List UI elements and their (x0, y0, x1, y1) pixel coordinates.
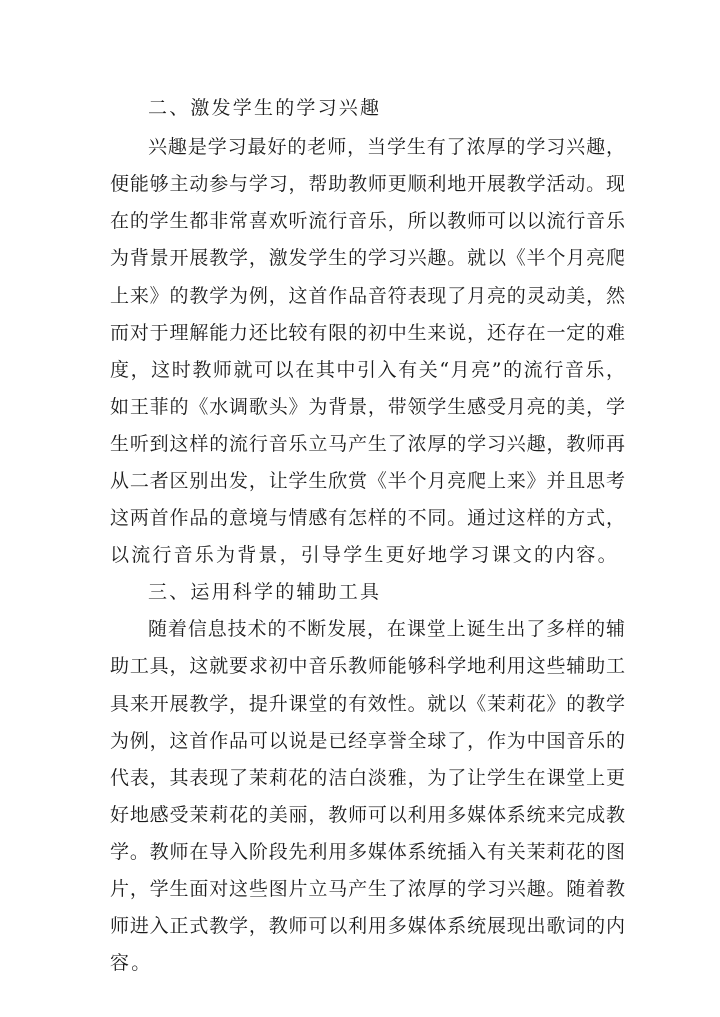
paragraph-line: 容。 (110, 952, 153, 974)
paragraph-line: 如王菲的《水调歌头》为背景，带领学生感受月亮的美，学 (110, 396, 625, 418)
section-heading-2: 二、激发学生的学习兴趣 (148, 97, 382, 119)
paragraph-line: 好地感受茉莉花的美丽，教师可以利用多媒体系统来完成教 (110, 804, 625, 826)
paragraph-line: 生听到这样的流行音乐立马产生了浓厚的学习兴趣，教师再 (110, 433, 625, 455)
paragraph-line: 代表，其表现了茉莉花的洁白淡雅，为了让学生在课堂上更 (110, 767, 625, 789)
paragraph-line: 度，这时教师就可以在其中引入有关“月亮”的流行音乐， (110, 359, 625, 381)
paragraph-line: 在的学生都非常喜欢听流行音乐，所以教师可以以流行音乐 (110, 210, 625, 232)
paragraph-line: 师进入正式教学，教师可以利用多媒体系统展现出歌词的内 (110, 915, 625, 937)
section-heading-3: 三、运用科学的辅助工具 (148, 581, 382, 603)
paragraph-line: 学。教师在导入阶段先利用多媒体系统插入有关茉莉花的图 (110, 841, 625, 863)
paragraph-line: 以流行音乐为背景，引导学生更好地学习课文的内容。 (110, 544, 619, 566)
paragraph-line: 为背景开展教学，激发学生的学习兴趣。就以《半个月亮爬 (110, 247, 625, 269)
paragraph-line: 助工具，这就要求初中音乐教师能够科学地利用这些辅助工 (110, 655, 625, 677)
paragraph-line: 便能够主动参与学习，帮助教师更顺利地开展教学活动。现 (110, 173, 625, 195)
paragraph-line: 随着信息技术的不断发展，在课堂上诞生出了多样的辅 (148, 618, 625, 640)
paragraph-line: 为例，这首作品可以说是已经享誉全球了，作为中国音乐的 (110, 730, 625, 752)
paragraph-line: 而对于理解能力还比较有限的初中生来说，还存在一定的难 (110, 322, 625, 344)
paragraph-line: 兴趣是学习最好的老师，当学生有了浓厚的学习兴趣， (148, 136, 625, 158)
paragraph-line: 具来开展教学，提升课堂的有效性。就以《茉莉花》的教学 (110, 693, 625, 715)
paragraph-line: 从二者区别出发，让学生欣赏《半个月亮爬上来》并且思考 (110, 470, 625, 492)
paragraph-line: 这两首作品的意境与情感有怎样的不同。通过这样的方式， (110, 507, 625, 529)
paragraph-line: 片，学生面对这些图片立马产生了浓厚的学习兴趣。随着教 (110, 878, 625, 900)
paragraph-line: 上来》的教学为例，这首作品音符表现了月亮的灵动美，然 (110, 285, 625, 307)
